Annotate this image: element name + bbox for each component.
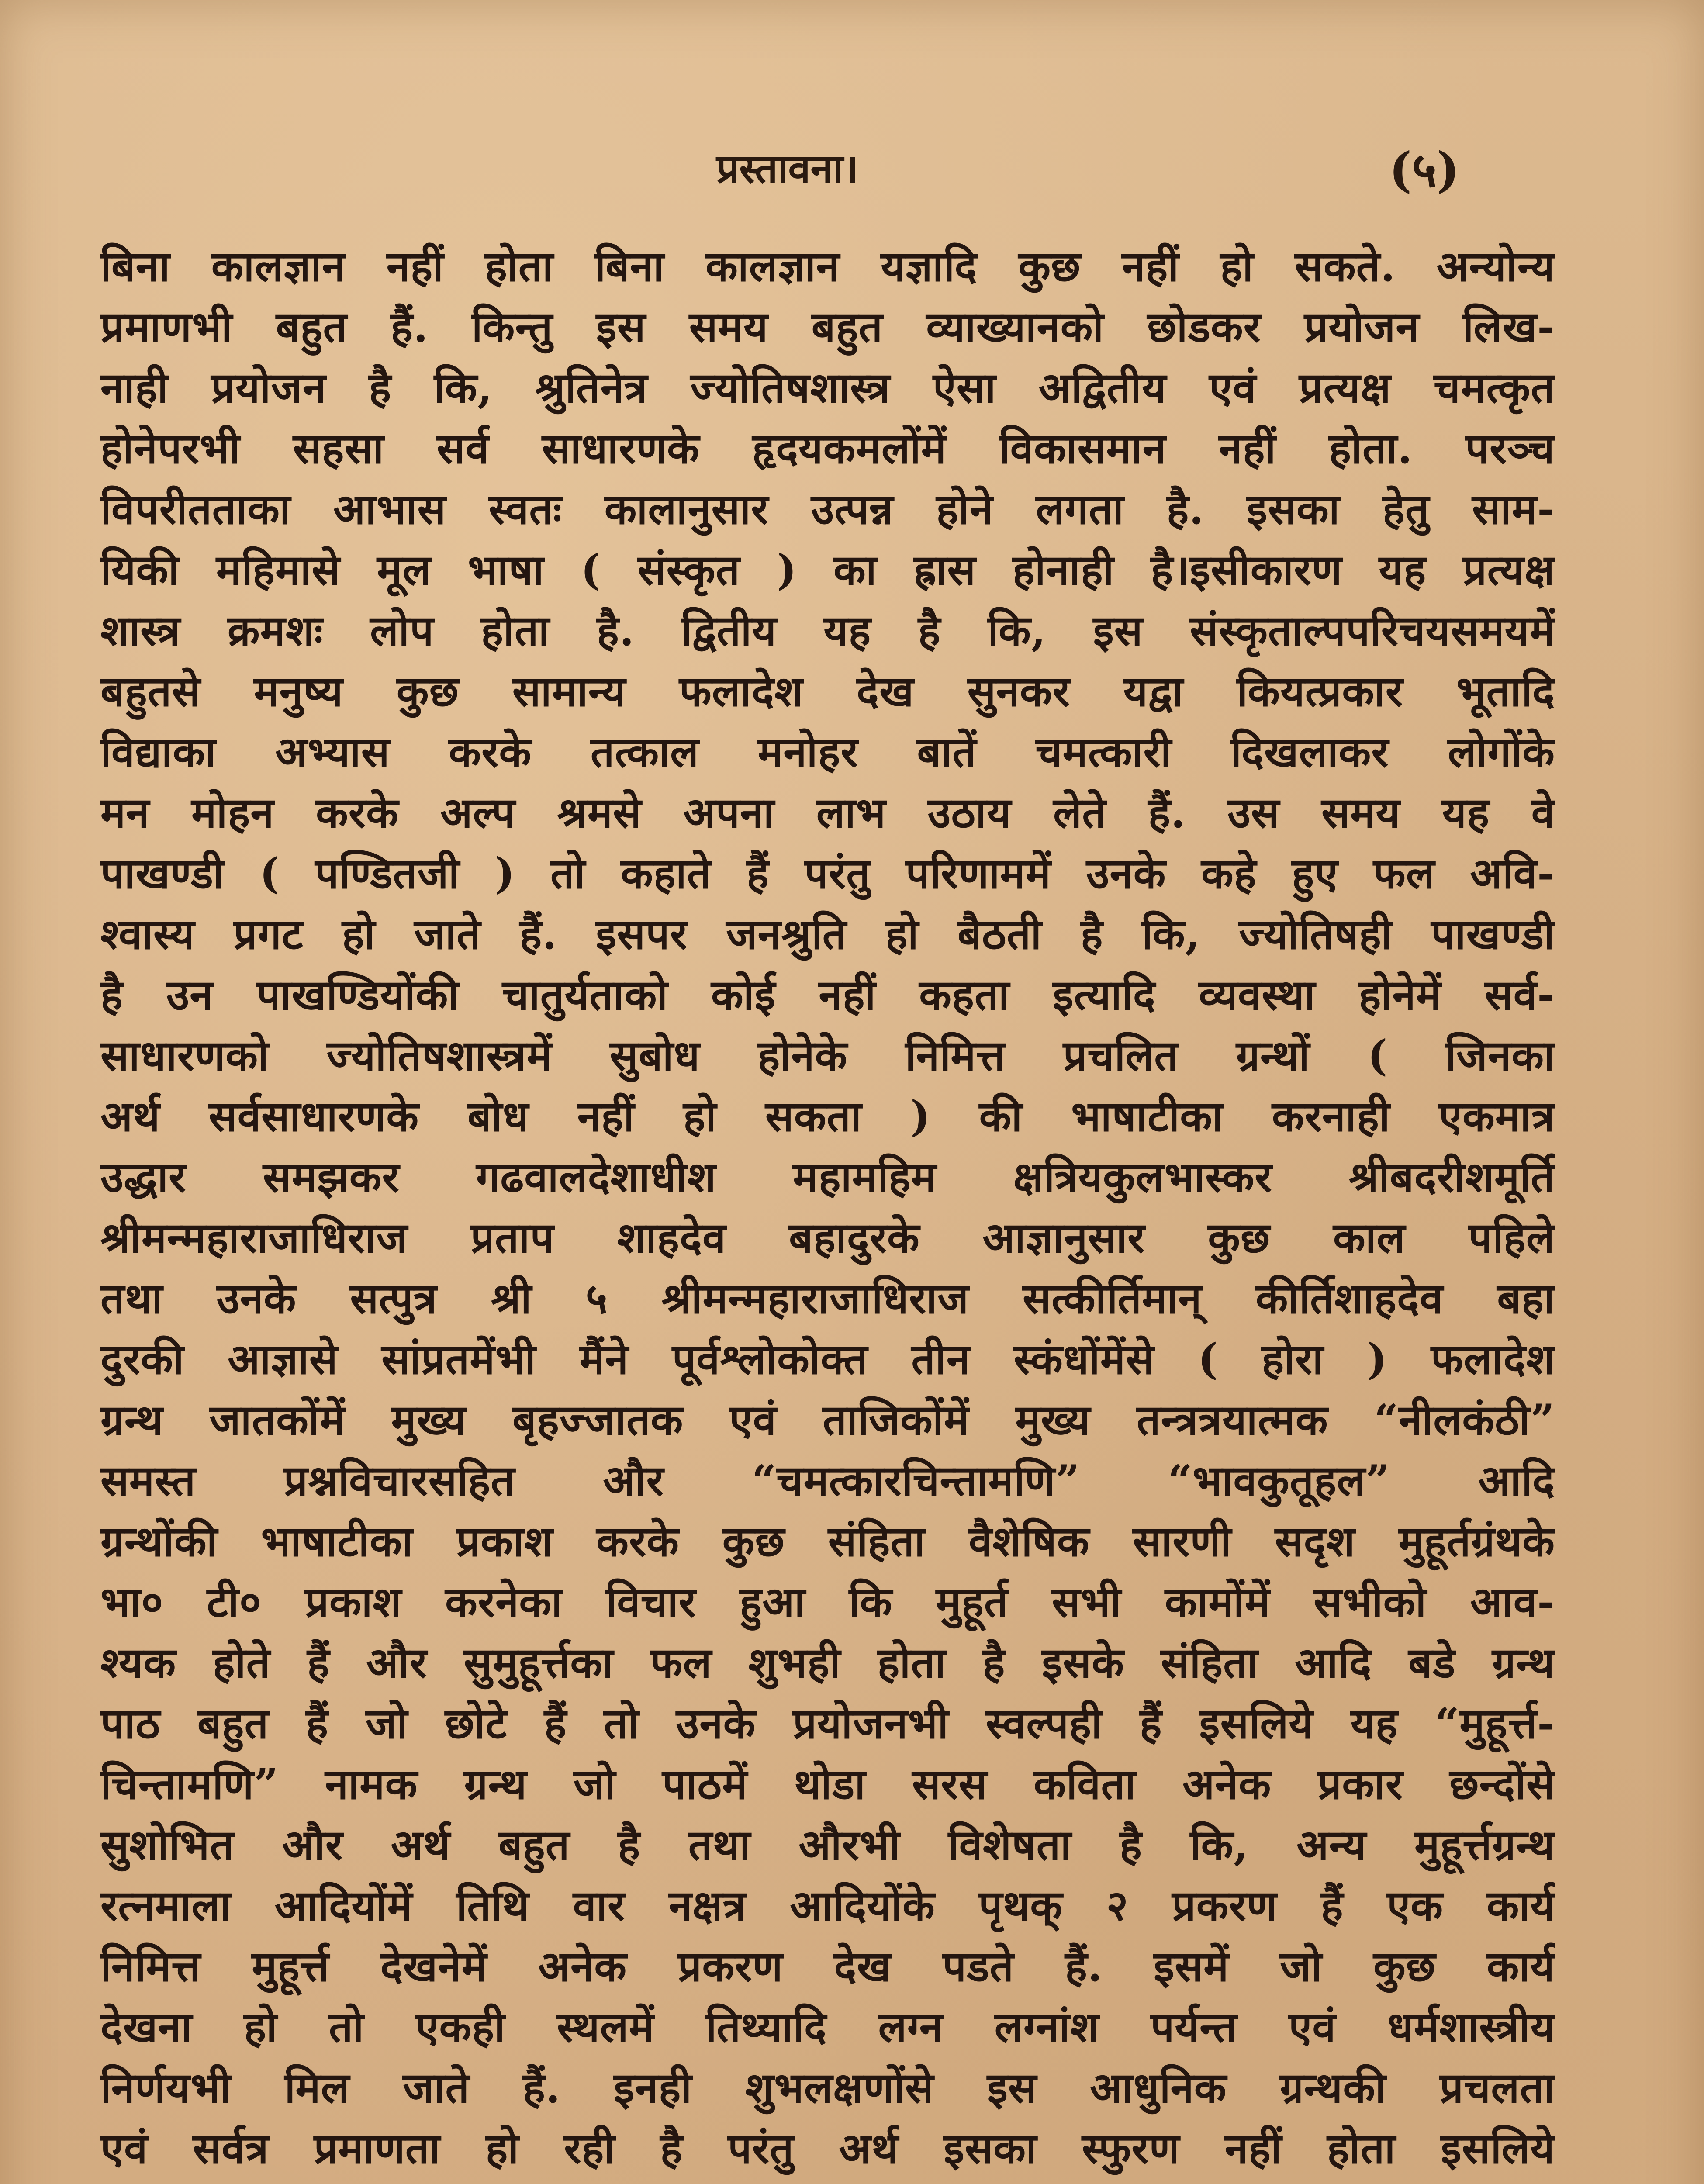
text-line: बिना कालज्ञान नहीं होता बिना कालज्ञान यज्ञादि कुछ नहीं हो सकते. अन्योन्य bbox=[100, 242, 1555, 291]
text-line: भा० टी० प्रकाश करनेका विचार हुआ कि मुहूर्त सभी कामोंमें सभीको आव- bbox=[100, 1577, 1555, 1627]
running-title: प्रस्तावना। bbox=[716, 145, 859, 192]
text-line: ग्रन्थोंकी भाषाटीका प्रकाश करके कुछ संहिता वैशेषिक सारणी सदृश मुहूर्तग्रंथके bbox=[100, 1517, 1555, 1566]
text-line: नाही प्रयोजन है कि, श्रुतिनेत्र ज्योतिषशास्त्र ऐसा अद्वितीय एवं प्रत्यक्ष चमत्कृत bbox=[100, 363, 1555, 412]
text-line: दुरकी आज्ञासे सांप्रतमेंभी मैंने पूर्वश्लोकोक्त तीन स्कंधोंमेंसे ( होरा ) फलादेश bbox=[100, 1334, 1555, 1384]
text-line: समस्त प्रश्नविचारसहित और “चमत्कारचिन्तामणि” “भावकुतूहल” आदि bbox=[100, 1456, 1555, 1505]
text-line: होनेपरभी सहसा सर्व साधारणके हृदयकमलोंमें विकासमान नहीं होता. परञ्च bbox=[100, 424, 1555, 473]
text-line: शास्त्र क्रमशः लोप होता है. द्वितीय यह है कि, इस संस्कृताल्पपरिचयसमयमें bbox=[100, 606, 1555, 655]
text-line: निमित्त मुहूर्त्त देखनेमें अनेक प्रकरण देख पडते हैं. इसमें जो कुछ कार्य bbox=[100, 1942, 1555, 1991]
text-line: देखना हो तो एकही स्थलमें तिथ्यादि लग्न लग्नांश पर्यन्त एवं धर्मशास्त्रीय bbox=[100, 2002, 1555, 2052]
text-line: श्यक होते हैं और सुमुहूर्त्तका फल शुभही होता है इसके संहिता आदि बडे ग्रन्थ bbox=[100, 1638, 1555, 1687]
text-line: उद्धार समझकर गढवालदेशाधीश महामहिम क्षत्रियकुलभास्कर श्रीबदरीशमूर्ति bbox=[100, 1152, 1555, 1202]
text-line: विद्याका अभ्यास करके तत्काल मनोहर बातें चमत्कारी दिखलाकर लोगोंके bbox=[100, 727, 1555, 777]
text-line: एवं सर्वत्र प्रमाणता हो रही है परंतु अर्थ इसका स्फुरण नहीं होता इसलिये bbox=[100, 2124, 1555, 2173]
text-line: मन मोहन करके अल्प श्रमसे अपना लाभ उठाय लेते हैं. उस समय यह वे bbox=[100, 788, 1555, 837]
text-line: साधारणको ज्योतिषशास्त्रमें सुबोध होनेके निमित्त प्रचलित ग्रन्थों ( जिनका bbox=[100, 1031, 1555, 1080]
page-number: (५) bbox=[1389, 142, 1460, 198]
text-line: पाठ बहुत हैं जो छोटे हैं तो उनके प्रयोजनभी स्वल्पही हैं इसलिये यह “मुहूर्त्त- bbox=[100, 1699, 1555, 1748]
text-line: अर्थ सर्वसाधारणके बोध नहीं हो सकता ) की भाषाटीका करनाही एकमात्र bbox=[100, 1092, 1555, 1141]
text-line: बहुतसे मनुष्य कुछ सामान्य फलादेश देख सुनकर यद्वा कियत्प्रकार भूतादि bbox=[100, 667, 1555, 716]
text-line: श्रीमन्महाराजाधिराज प्रताप शाहदेव बहादुरके आज्ञानुसार कुछ काल पहिले bbox=[100, 1213, 1555, 1262]
text-line: निर्णयभी मिल जाते हैं. इनही शुभलक्षणोंसे इस आधुनिक ग्रन्थकी प्रचलता bbox=[100, 2063, 1555, 2112]
text-line: श्वास्य प्रगट हो जाते हैं. इसपर जनश्रुति हो बैठती है कि, ज्योतिषही पाखण्डी bbox=[100, 909, 1555, 959]
text-line: प्रमाणभी बहुत हैं. किन्तु इस समय बहुत व्याख्यानको छोडकर प्रयोजन लिख- bbox=[100, 302, 1555, 352]
body-text bbox=[100, 236, 1555, 2179]
page-header bbox=[0, 131, 1704, 201]
text-line: विपरीतताका आभास स्वतः कालानुसार उत्पन्न होने लगता है. इसका हेतु साम- bbox=[100, 484, 1555, 534]
text-line: है उन पाखण्डियोंकी चातुर्यताको कोई नहीं कहता इत्यादि व्यवस्था होनेमें सर्व- bbox=[100, 970, 1555, 1019]
text-line: पाखण्डी ( पण्डितजी ) तो कहाते हैं परंतु परिणाममें उनके कहे हुए फल अवि- bbox=[100, 849, 1555, 898]
text-line: चिन्तामणि” नामक ग्रन्थ जो पाठमें थोडा सरस कविता अनेक प्रकार छन्दोंसे bbox=[100, 1759, 1555, 1809]
text-line: सुशोभित और अर्थ बहुत है तथा औरभी विशेषता है कि, अन्य मुहूर्त्तग्रन्थ bbox=[100, 1820, 1555, 1870]
text-line: रत्नमाला आदियोंमें तिथि वार नक्षत्र आदियोंके पृथक् २ प्रकरण हैं एक कार्य bbox=[100, 1881, 1555, 1930]
text-line: तथा उनके सत्पुत्र श्री ५ श्रीमन्महाराजाधिराज सत्कीर्तिमान् कीर्तिशाहदेव बहा bbox=[100, 1274, 1555, 1323]
text-line: ग्रन्थ जातकोंमें मुख्य बृहज्जातक एवं ताजिकोंमें मुख्य तन्त्रत्रयात्मक “नीलकंठी” bbox=[100, 1395, 1555, 1444]
text-line: यिकी महिमासे मूल भाषा ( संस्कृत ) का ह्रास होनाही है।इसीकारण यह प्रत्यक्ष bbox=[100, 545, 1555, 594]
